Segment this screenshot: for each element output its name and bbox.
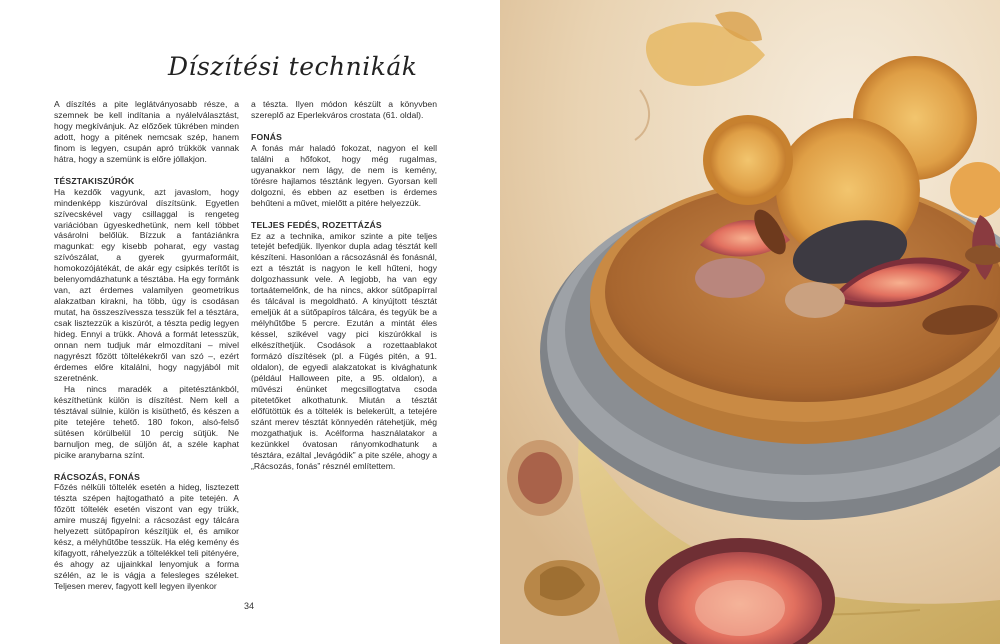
section-heading: TELJES FEDÉS, ROZETTÁZÁS <box>251 219 382 230</box>
section-heading: TÉSZTAKISZÚRÓK <box>54 175 135 186</box>
page-number: 34 <box>244 601 255 611</box>
body-paragraph: A fonás már haladó fokozat, nagyon el kell találni a hőfokot, hogy még rugalmas, ugyanakkor nem lágy, de nem is kemény, törésre hajlamos tésztánk legyen. Gyorsan kell dolgozni, és ebben az esetben is érdemes behűteni a művet, mielőtt a pitére helyezzük. <box>251 142 437 208</box>
section-spacer <box>54 461 239 472</box>
section-heading: FONÁS <box>251 131 283 142</box>
text-column-left <box>54 99 239 592</box>
section-spacer <box>54 165 239 176</box>
body-paragraph: Ez az a technika, amikor szinte a pite teljes tetejét befedjük. Ilyenkor dupla adag tésztát kell készíteni. Hasonlóan a rácsozásnál és fonásnál, ezt a tésztát is nagyon le kell hűteni, hogy dolgozhassunk vele. A legjobb, ha van egy tortaátemelőnk, de ha nincs, akkor sütőpapírral és tálcával is megoldható. A kinyújtott tésztát emeljük át a sütőpapíros tálcára, és tegyük be a mélyhűtőbe 5 percre. Ezután a mintát éles késsel, szikével vagy pici kiszúrókkal is elkészíthetjük. Csodások a rozettaablakot formázó díszítések (pl. a Fügés pitén, a 91. oldalon), de egyedi alakzatokat is kivághatunk (például Halloween pite, a 95. oldalon), a művészi énünket megcsillogtatva csoda pitetetőket alkothatunk. Miután a tésztát előfütöttük és a töltelék is belekerült, a tetejére szánt merev tésztát könnyedén rátehetjük, még mozgathatjuk is. Acélforma használatakor a kezünkkel óvatosan rányomkodhatunk a tésztára, ezáltal „levágódik” a pite széle, ahogy a „Rácsozás, fonás” résznél említettem. <box>251 230 437 471</box>
text-column-right <box>251 99 437 472</box>
section-heading: RÁCSOZÁS, FONÁS <box>54 471 141 482</box>
section-spacer <box>251 121 437 132</box>
page-title: Díszítési technikák <box>168 52 418 81</box>
body-paragraph: a tészta. Ilyen módon készült a könyvben szereplő az Eperlekváros crostata (61. oldal). <box>251 99 437 120</box>
body-paragraph: A díszítés a pite leglátványosabb része, a szemnek be kell indítania a nyálelválasztást, hogy megkívánjuk. Az előzőek tükrében minden adott, hogy a pitének nemcsak szép, hanem finom is legyen, csupán apró trükkök vannak hátra, hogy a szemünk is előre jóllakjon. <box>54 99 239 164</box>
body-paragraph: Ha nincs maradék a pitetésztánkból, készíthetünk külön is díszítést. Nem kell a tésztával sülnie, külön is kisüthető, és készen a pite tetejére tehető. 180 fokon, alsó-felső sütésen körülbelül 10 percig sütjük. Ne barnuljon meg, de süljön át, a széle kaphat picike aranybarna színt. <box>54 383 239 460</box>
pie-photo-illustration <box>500 0 1000 644</box>
body-paragraph: Főzés nélküli töltelék esetén a hideg, lisztezett tészta szépen hajtogatható a pite tetején. A főzött töltelék esetén viszont van egy trükk, amire muszáj figyelni: a rácsozást egy tálcára helyezett sütőpapíron készítjük el, és amikor kész, a mélyhűtőbe tesszük. Ha elég kemény és kifagyott, ráhelyezzük a töltelékkel teli pitényére, és ahogy az ujjainkkal lenyomjuk a forma szélén, az le is vágja a felesleges széleket. Teljesen merev, fagyott kell legyen ilyenkor <box>54 482 239 592</box>
food-photo <box>500 0 1000 644</box>
section-spacer <box>251 209 437 220</box>
body-paragraph: Ha kezdők vagyunk, azt javaslom, hogy mindenképp kiszúróval díszítsünk. Egyetlen szívecskével vagy csillaggal is rengeteg variációban ügyeskedhetünk, nem kell többet vásárolni belőlük. Bízzuk a fantáziánkra magunkat: egy kisebb poharat, egy vastag szívószálat, a gyerek gyurmaformáit, homokozójátékát, de akár egy csipkés terítőt is belenyomdázhatunk a tésztába. Ha egy formánk van, azt érdemes valamilyen geometrikus alakzatban kirakni, ha több, úgy is csodásan mutat, ha összeszívessza tesszük fel a tésztára, csak lisztezzük a kiszúrót, a tészta pedig legyen hideg. Ennyi a trükk. Ahová a formát letesszük, onnan nem tudjuk már elmozdítani – mivel nagyrészt főzött töltelékekről van szó –, ezért érdemes előre kitalálni, hogy nagyjából mit szeretnénk. <box>54 186 239 383</box>
